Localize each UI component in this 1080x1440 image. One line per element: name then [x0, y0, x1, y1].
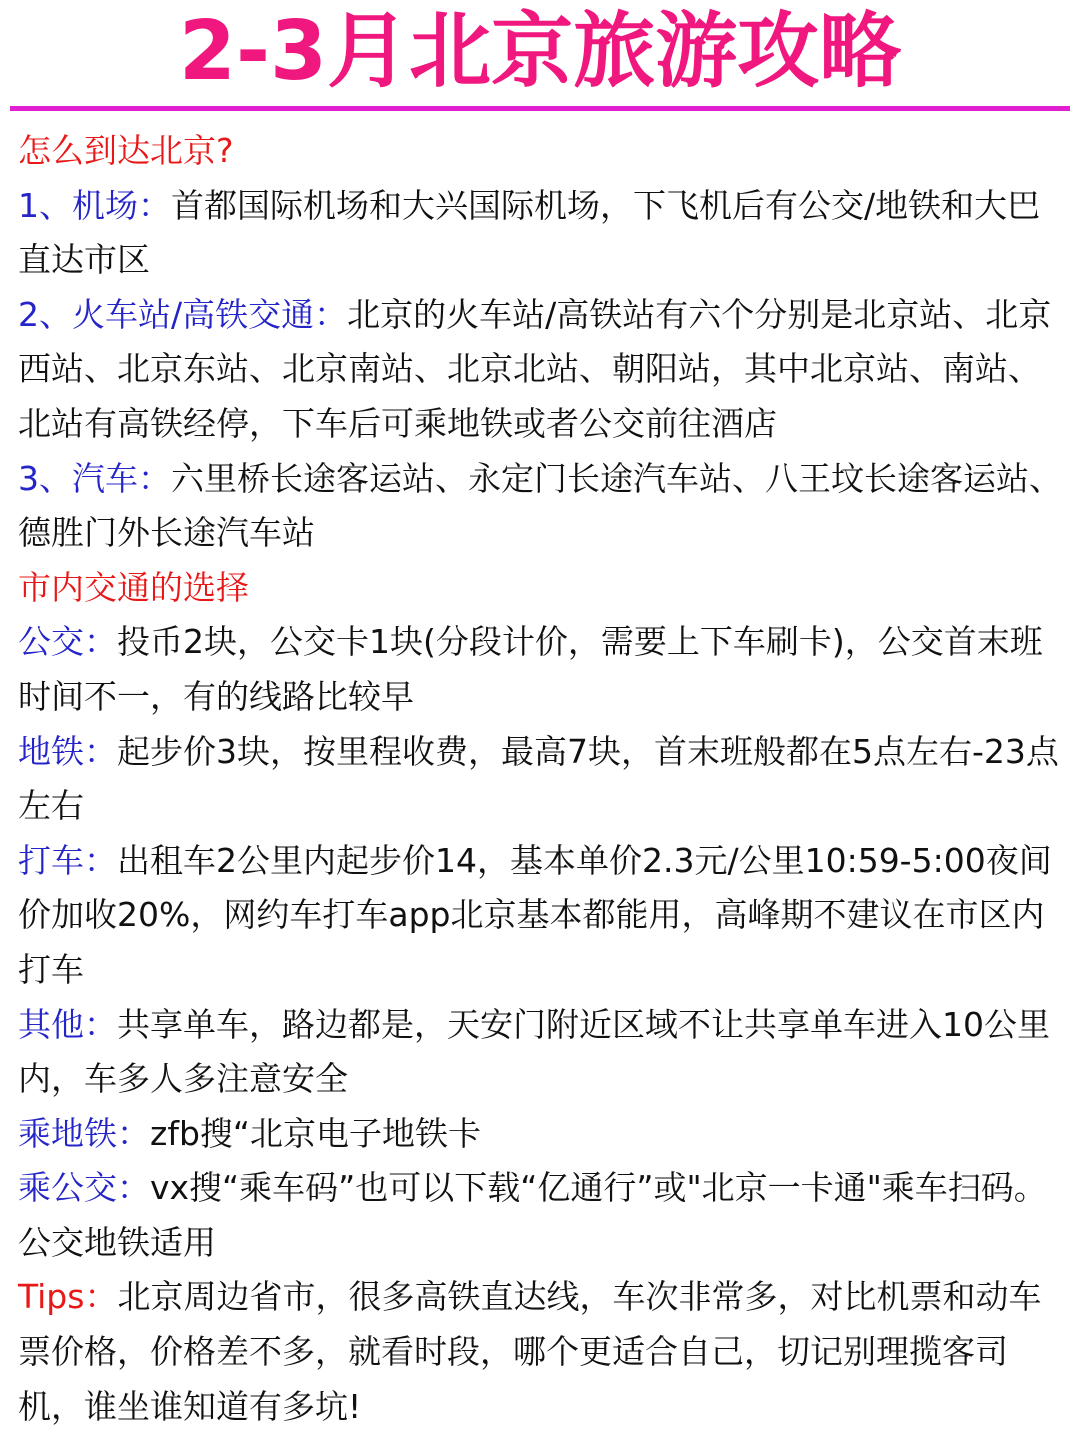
- item-label-subway: 地铁：: [18, 731, 117, 771]
- item-text-ride-subway: zfb搜“北京电子地铁卡: [150, 1113, 481, 1153]
- item-text-bus: 投币2块，公交卡1块(分段计价，需要上下车刷卡)，公交首末班时间不一，有的线路比较早: [18, 622, 1043, 716]
- item-airport: [18, 179, 1072, 288]
- title-divider: [10, 106, 1070, 111]
- item-label-bus-station: 3、汽车：: [18, 458, 171, 498]
- item-label-train: 2、火车站/高铁交通：: [18, 294, 348, 334]
- item-ride-bus: [18, 1161, 1072, 1270]
- item-other: [18, 998, 1072, 1107]
- item-bus-station: [18, 452, 1072, 561]
- item-label-ride-bus: 乘公交：: [18, 1168, 150, 1208]
- item-text-airport: 首都国际机场和大兴国际机场，下飞机后有公交/地铁和大巴直达市区: [18, 185, 1041, 280]
- item-label-bus: 公交：: [18, 622, 117, 662]
- item-label-other: 其他：: [18, 1004, 117, 1044]
- item-label-tips: Tips：: [18, 1277, 118, 1317]
- item-label-airport: 1、机场：: [18, 185, 171, 225]
- item-text-ride-bus: vx搜“乘车码”也可以下载“亿通行”或"北京一卡通"乘车扫码。公交地铁适用: [18, 1168, 1047, 1262]
- section-heading-arrive: 怎么到达北京?: [18, 131, 234, 170]
- item-label-ride-subway: 乘地铁：: [18, 1113, 150, 1153]
- item-text-subway: 起步价3块，按里程收费，最高7块，首末班般都在5点左右-23点左右: [18, 731, 1059, 826]
- item-label-taxi: 打车：: [18, 840, 117, 880]
- item-taxi: [18, 834, 1072, 998]
- item-text-train: 北京的火车站/高铁站有六个分别是北京站、北京西站、北京东站、北京南站、北京北站、朝阳站，其中北京站、南站、北站有高铁经停，下车后可乘地铁或者公交前往酒店: [18, 294, 1052, 443]
- section-heading-city: 市内交通的选择: [18, 567, 249, 607]
- item-text-bus-station: 六里桥长途客运站、永定门长途汽车站、八王坟长途客运站、德胜门外长途汽车站: [18, 458, 1062, 553]
- guide-content: [18, 124, 1072, 1434]
- item-text-tips: 北京周边省市，很多高铁直达线，车次非常多，对比机票和动车票价格，价格差不多，就看时段，哪个更适合自己，切记别理揽客司机，谁坐谁知道有多坑!: [18, 1277, 1042, 1426]
- item-subway: [18, 725, 1072, 834]
- item-ride-subway: [18, 1107, 1072, 1162]
- item-text-taxi: 出租车2公里内起步价14，基本单价2.3元/公里10:59-5:00夜间价加收20%，网约车打车app北京基本都能用，高峰期不建议在市区内打车: [18, 840, 1052, 989]
- item-tips: [18, 1270, 1072, 1434]
- item-train: [18, 288, 1072, 452]
- page-title: 2-3月北京旅游攻略: [178, 4, 902, 99]
- item-text-other: 共享单车，路边都是，天安门附近区域不让共享单车进入10公里内，车多人多注意安全: [18, 1004, 1050, 1099]
- item-bus: [18, 615, 1072, 724]
